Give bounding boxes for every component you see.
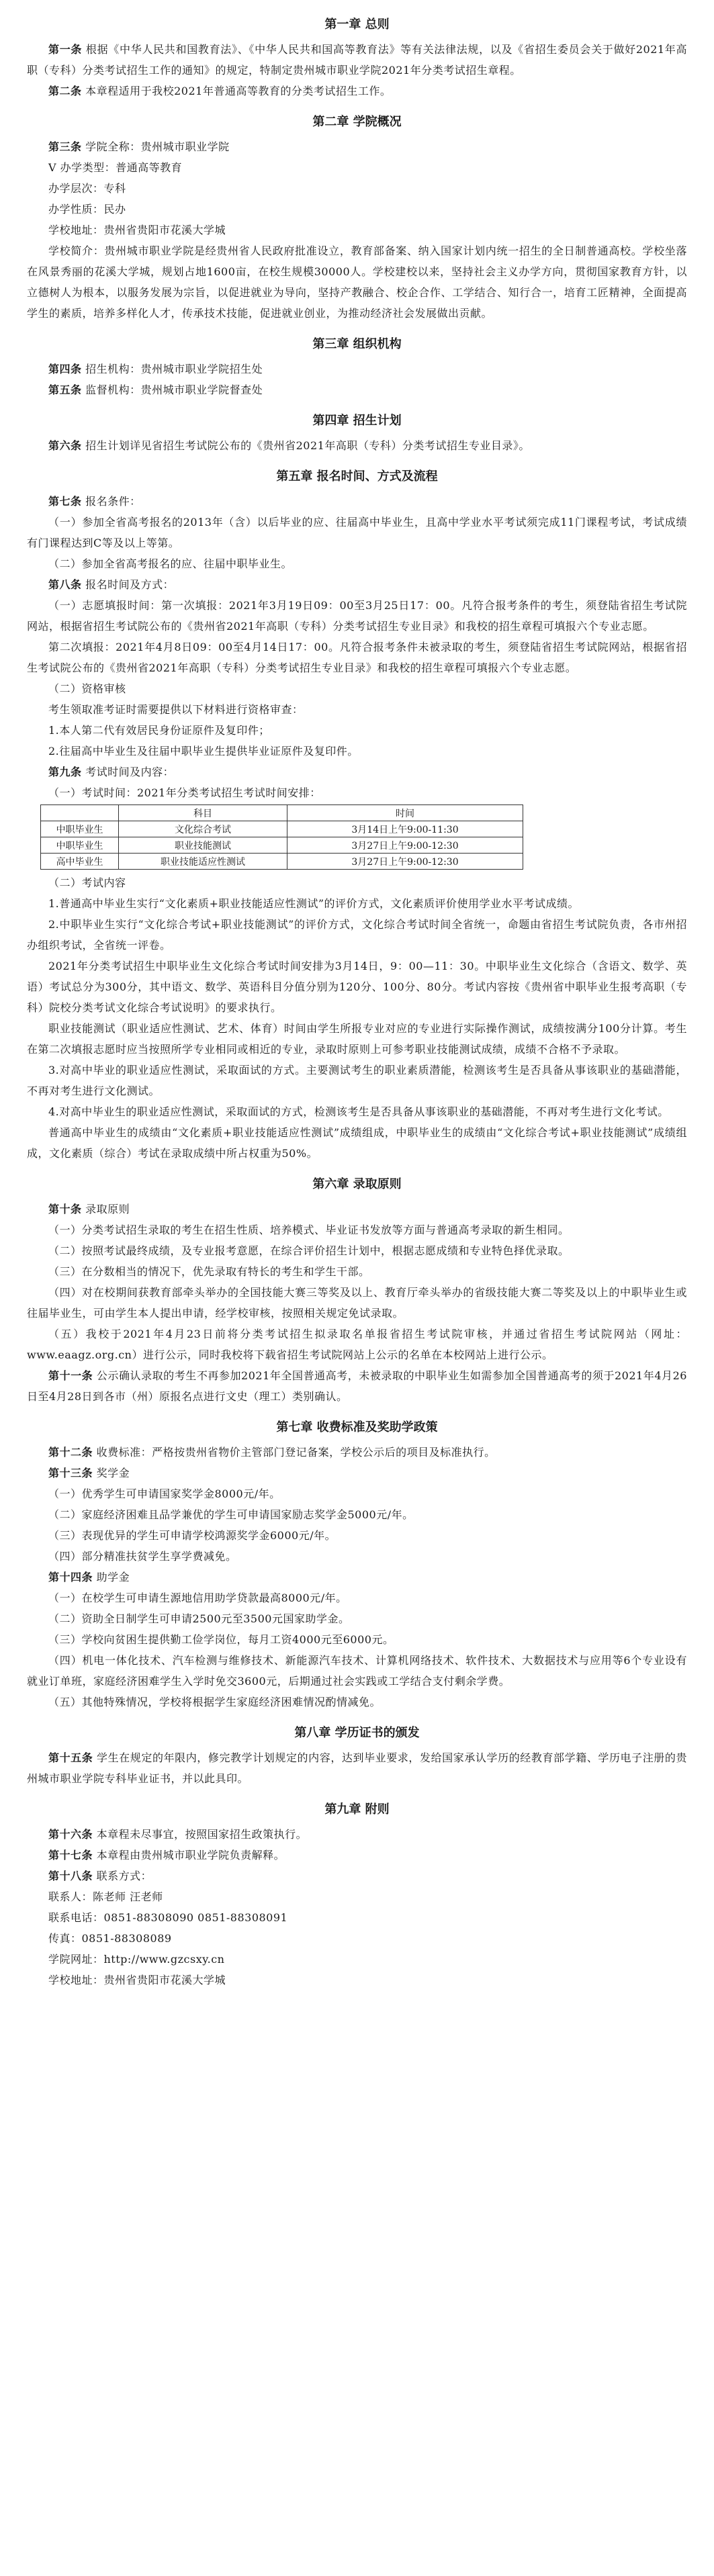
paragraph — [27, 512, 687, 553]
chapter-title: 第五章 报名时间、方式及流程 — [276, 469, 438, 484]
paragraph-text: 普通高中毕业生的成绩由“文化素质+职业技能适应性测试”成绩组成，中职毕业生的成绩由“文化综合考试+职业技能测试”成绩组成，文化素质（综合）考试在录取成绩中所占权重为50%。 — [27, 1126, 687, 1160]
table-cell: 中职毕业生 — [41, 837, 119, 854]
paragraph-text: （三）学校向贫困生提供勤工俭学岗位，每月工资4000元至6000元。 — [48, 1633, 394, 1646]
paragraph — [27, 1546, 687, 1567]
paragraph — [27, 157, 687, 178]
paragraph-text: 传真：0851-88308089 — [48, 1932, 172, 1945]
paragraph — [27, 1220, 687, 1240]
paragraph — [27, 1588, 687, 1608]
paragraph-text: （二）参加全省高考报名的应、往届中职毕业生。 — [48, 557, 293, 570]
paragraph — [27, 1692, 687, 1712]
paragraph — [27, 1650, 687, 1692]
paragraph — [27, 1525, 687, 1546]
paragraph-text: 联系电话：0851-88308090 0851-88308091 — [48, 1911, 288, 1924]
paragraph — [27, 720, 687, 741]
paragraph — [27, 240, 687, 324]
paragraph-text: 考试时间及内容： — [81, 766, 175, 778]
paragraph-text: 学院全称：贵州城市职业学院 — [81, 140, 230, 153]
paragraph — [27, 637, 687, 678]
paragraph-text: 联系人：陈老师 汪老师 — [48, 1890, 163, 1903]
paragraph-text: 监督机构：贵州城市职业学院督查处 — [81, 383, 263, 396]
paragraph — [27, 1060, 687, 1101]
paragraph — [27, 1970, 687, 1990]
paragraph-text: 根据《中华人民共和国教育法》、《中华人民共和国高等教育法》等有关法律法规，以及《省招生委员会关于做好2021年高职（专科）分类考试招生工作的通知》的规定，特制定贵州城市职业学院2021年分类考试招生章程。 — [27, 43, 687, 77]
paragraph-text: 学校地址：贵州省贵阳市花溪大学城 — [48, 1974, 226, 1986]
paragraph — [27, 893, 687, 914]
table-cell: 职业技能测试 — [119, 837, 287, 854]
document-part-before-table — [27, 15, 687, 803]
table-cell: 3月27日上午9:00-12:30 — [287, 854, 523, 870]
paragraph — [27, 553, 687, 574]
paragraph-text: 2.往届高中毕业生及往届中职毕业生提供毕业证原件及复印件。 — [48, 745, 359, 757]
document-part-after-table — [27, 872, 687, 1990]
paragraph-text: 报名条件： — [81, 495, 141, 508]
article-number: 第十四条 — [48, 1571, 93, 1583]
paragraph — [27, 956, 687, 1018]
paragraph — [27, 81, 687, 101]
article-number: 第二条 — [48, 85, 82, 97]
paragraph — [27, 914, 687, 956]
paragraph-text: 学校简介：贵州城市职业学院是经贵州省人民政府批准设立，教育部备案、纳入国家计划内统一招生的全日制普通高校。学校坐落在风景秀丽的花溪大学城，规划占地1600亩，在校生规模30000人。学校建校以来，坚持社会主义办学方向，贯彻国家教育方针，以立德树人为根本，以服务发展为宗旨，以促进就业为导向，坚持产教融合、校企合作、工学结合、知行合一，培育工匠精神，全面提高学生的素质，培养多样化人才，传承技术技能，促进就业创业，为推动经济社会发展做出贡献。 — [27, 244, 687, 320]
paragraph — [27, 1018, 687, 1060]
paragraph-text: 职业技能测试（职业适应性测试、艺术、体育）时间由学生所报专业对应的专业进行实际操作测试，成绩按满分100分计算。考生在第二次填报志愿时应当按照所学专业相同或相近的专业，录取时原则上可参考职业技能测试成绩，成绩不合格不予录取。 — [27, 1022, 687, 1056]
paragraph — [27, 782, 687, 803]
paragraph-text: 奖学金 — [93, 1467, 130, 1479]
paragraph-text: 本章程未尽事宜，按照国家招生政策执行。 — [93, 1828, 308, 1841]
paragraph — [27, 595, 687, 637]
paragraph — [27, 39, 687, 81]
paragraph-text: 公示确认录取的考生不再参加2021年全国普通高考，未被录取的中职毕业生如需参加全国普通高考的须于2021年4月26日至4月28日到各市（州）原报名点进行文史（理工）类别确认。 — [27, 1369, 687, 1403]
table-cell: 文化综合考试 — [119, 821, 287, 837]
paragraph-text: 招生机构：贵州城市职业学院招生处 — [81, 363, 263, 375]
table-cell: 3月14日上午9:00-11:30 — [287, 821, 523, 837]
paragraph — [27, 1483, 687, 1504]
table-row — [41, 821, 523, 837]
paragraph — [27, 359, 687, 379]
paragraph-text: 招生计划详见省招生考试院公布的《贵州省2021年高职（专科）分类考试招生专业目录》。 — [81, 439, 530, 452]
paragraph — [27, 1567, 687, 1588]
paragraph-text: 考生领取准考证时需要提供以下材料进行资格审查： — [48, 703, 304, 716]
exam-schedule-table — [40, 804, 523, 870]
paragraph-text: （一）参加全省高考报名的2013年（含）以后毕业的应、往届高中毕业生，且高中学业水平考试须完成11门课程考试，考试成绩有门课程达到C等及以上等第。 — [27, 516, 687, 549]
paragraph-text: （三）表现优异的学生可申请学校鸿源奖学金6000元/年。 — [48, 1529, 337, 1542]
paragraph — [27, 1949, 687, 1970]
article-number: 第十五条 — [48, 1751, 93, 1764]
paragraph-text: （二）家庭经济困难且品学兼优的学生可申请国家励志奖学金5000元/年。 — [48, 1508, 414, 1521]
paragraph — [27, 1324, 687, 1365]
paragraph-text: 报名时间及方式： — [81, 578, 175, 591]
paragraph-text: （二）资格审核 — [48, 682, 126, 695]
paragraph-text: （二）考试内容 — [48, 876, 126, 889]
paragraph-text: （五）我校于2021年4月23日前将分类考试招生拟录取名单报省招生考试院审核，并通过省招生考试院网站（网址：www.eaagz.org.cn）进行公示，同时我校将下载省招生考试院网站上公示的名单在本校网站上进行公示。 — [27, 1328, 687, 1361]
article-number: 第七条 — [48, 495, 82, 508]
table-cell: 中职毕业生 — [41, 821, 119, 837]
paragraph-text: 4.对高中毕业生的职业适应性测试，采取面试的方式，检测该考生是否具备从事该职业的基础潜能，不再对考生进行文化考试。 — [48, 1105, 669, 1118]
paragraph — [27, 1845, 687, 1866]
paragraph — [27, 1199, 687, 1220]
paragraph — [27, 1608, 687, 1629]
paragraph-text: 学院网址：http://www.gzcsxy.cn — [48, 1953, 225, 1966]
table-cell: 3月27日上午9:00-12:30 — [287, 837, 523, 854]
paragraph-text: （二）按照考试最终成绩，及专业报考意愿，在综合评价招生计划中，根据志愿成绩和专业特色择优录取。 — [48, 1244, 570, 1257]
article-number: 第一条 — [48, 43, 83, 56]
chapter-title: 第一章 总则 — [324, 17, 390, 32]
paragraph-text: 助学金 — [93, 1571, 130, 1583]
paragraph-text: （一）分类考试招生录取的考生在招生性质、培养模式、毕业证书发放等方面与普通高考录取的新生相同。 — [48, 1224, 570, 1236]
table-row — [41, 837, 523, 854]
table-header-cell: 科目 — [119, 805, 287, 821]
table-header-row — [41, 805, 523, 821]
paragraph — [27, 699, 687, 720]
paragraph-text: （三）在分数相当的情况下，优先录取有特长的考生和学生干部。 — [48, 1265, 370, 1278]
paragraph-text: 1.普通高中毕业生实行“文化素质+职业技能适应性测试”的评价方式，文化素质评价使用学业水平考试成绩。 — [48, 897, 580, 910]
paragraph-text: （四）机电一体化技术、汽车检测与维修技术、新能源汽车技术、计算机网络技术、软件技术、大数据技术与应用等6个专业设有就业订单班，家庭经济困难学生入学时免交3600元，后期通过社会实践或工学结合支付剩余学费。 — [27, 1654, 687, 1688]
paragraph-text: 本章程由贵州城市职业学院负责解释。 — [93, 1849, 285, 1861]
paragraph-text: 3.对高中毕业的职业适应性测试，采取面试的方式。主要测试考生的职业素质潜能，检测该考生是否具备从事该职业的基础潜能，不再对考生进行文化测试。 — [27, 1064, 687, 1097]
paragraph-text: （四）部分精准扶贫学生享学费减免。 — [48, 1550, 237, 1563]
article-number: 第十条 — [48, 1203, 82, 1215]
paragraph-text: 联系方式： — [93, 1870, 152, 1882]
paragraph — [27, 1629, 687, 1650]
article-number: 第八条 — [48, 578, 82, 591]
article-number: 第五条 — [48, 383, 82, 396]
paragraph — [27, 574, 687, 595]
paragraph — [27, 1365, 687, 1407]
paragraph — [27, 1886, 687, 1907]
paragraph-text: 收费标准：严格按贵州省物价主管部门登记备案，学校公示后的项目及标准执行。 — [93, 1446, 496, 1459]
paragraph — [27, 220, 687, 240]
paragraph — [27, 491, 687, 512]
paragraph-text: （一）考试时间：2021年分类考试招生考试时间安排： — [48, 786, 321, 799]
paragraph-text: 1.本人第二代有效居民身份证原件及复印件； — [48, 724, 270, 737]
table-header-cell: 时间 — [287, 805, 523, 821]
paragraph — [27, 741, 687, 762]
article-number: 第十三条 — [48, 1467, 93, 1479]
article-number: 第九条 — [48, 766, 82, 778]
paragraph-text: 2021年分类考试招生中职毕业生文化综合考试时间安排为3月14日，9：00—11：30。中职毕业生文化综合（含语文、数学、英语）考试总分为300分，其中语文、数学、英语科目分值分别为120分、100分、80分。考试内容按《贵州省中职毕业生报考高职（专科）院校分类考试文化综合考试说明》的要求执行。 — [27, 960, 687, 1014]
paragraph-text: （一）在校学生可申请生源地信用助学贷款最高8000元/年。 — [48, 1592, 347, 1604]
chapter-title: 第四章 招生计划 — [312, 414, 402, 428]
chapter-title: 第八章 学历证书的颁发 — [294, 1726, 420, 1740]
paragraph — [27, 1928, 687, 1949]
paragraph — [27, 762, 687, 782]
article-number: 第十八条 — [48, 1870, 93, 1882]
paragraph-text: 学生在规定的年限内，修完教学计划规定的内容，达到毕业要求，发给国家承认学历的经教育部学籍、学历电子注册的贵州城市职业学院专科毕业证书，并以此具印。 — [27, 1751, 687, 1785]
table-header-cell — [41, 805, 119, 821]
paragraph — [27, 1261, 687, 1282]
article-number: 第十一条 — [48, 1369, 93, 1382]
paragraph-text: （一）志愿填报时间：第一次填报：2021年3月19日09：00至3月25日17：00。凡符合报考条件的考生，须登陆省招生考试院网站，根据省招生考试院公布的《贵州省2021年高职（专科）分类考试招生专业目录》和我校的招生章程可填报六个专业志愿。 — [27, 599, 687, 633]
chapter-title: 第三章 组织机构 — [312, 337, 402, 351]
paragraph-text: 第二次填报：2021年4月8日09：00至4月14日17：00。凡符合报考条件未被录取的考生，须登陆省招生考试院网站，根据省招生考试院公布的《贵州省2021年高职（专科）分类考试招生专业目录》和我校的招生章程可填报六个专业志愿。 — [27, 641, 687, 674]
chapter-title: 第六章 录取原则 — [312, 1177, 402, 1191]
paragraph-text: V 办学类型：普通高等教育 — [48, 161, 183, 174]
paragraph — [27, 1824, 687, 1845]
paragraph-text: （一）优秀学生可申请国家奖学金8000元/年。 — [48, 1487, 281, 1500]
article-number: 第六条 — [48, 439, 82, 452]
paragraph — [27, 1866, 687, 1886]
chapter-title: 第七章 收费标准及奖助学政策 — [276, 1420, 438, 1434]
paragraph — [27, 1122, 687, 1164]
paragraph — [27, 178, 687, 199]
article-number: 第四条 — [48, 363, 82, 375]
paragraph-text: 录取原则 — [81, 1203, 130, 1215]
paragraph — [27, 199, 687, 220]
paragraph-text: （二）资助全日制学生可申请2500元至3500元国家助学金。 — [48, 1612, 350, 1625]
chapter-title: 第九章 附则 — [324, 1802, 390, 1816]
article-number: 第十六条 — [48, 1828, 93, 1841]
paragraph-text: 办学层次：专科 — [48, 182, 126, 195]
paragraph — [27, 1907, 687, 1928]
paragraph — [27, 1463, 687, 1483]
paragraph — [27, 1282, 687, 1324]
paragraph — [27, 379, 687, 400]
paragraph — [27, 1101, 687, 1122]
table-cell: 职业技能适应性测试 — [119, 854, 287, 870]
paragraph-text: 本章程适用于我校2021年普通高等教育的分类考试招生工作。 — [81, 85, 392, 97]
paragraph — [27, 136, 687, 157]
paragraph — [27, 435, 687, 456]
paragraph — [27, 1504, 687, 1525]
chapter-title: 第二章 学院概况 — [312, 115, 402, 129]
table-cell: 高中毕业生 — [41, 854, 119, 870]
paragraph — [27, 678, 687, 699]
paragraph-text: （五）其他特殊情况，学校将根据学生家庭经济困难情况酌情减免。 — [48, 1696, 382, 1708]
paragraph — [27, 1747, 687, 1789]
paragraph-text: 学校地址：贵州省贵阳市花溪大学城 — [48, 224, 226, 236]
paragraph-text: （四）对在校期间获教育部牵头举办的全国技能大赛三等奖及以上、教育厅牵头举办的省级技能大赛二等奖及以上的中职毕业生或往届毕业生，可由学生本人提出申请，经学校审核，按照相关规定免试录取。 — [27, 1286, 687, 1320]
article-number: 第十七条 — [48, 1849, 93, 1861]
article-number: 第三条 — [48, 140, 82, 153]
article-number: 第十二条 — [48, 1446, 93, 1459]
paragraph — [27, 872, 687, 893]
paragraph — [27, 1442, 687, 1463]
paragraph-text: 办学性质：民办 — [48, 203, 126, 216]
table-row — [41, 854, 523, 870]
paragraph-text: 2.中职毕业生实行“文化综合考试+职业技能测试”的评价方式，文化综合考试时间全省统一，命题由省招生考试院负责，各市州招办组织考试，全省统一评卷。 — [27, 918, 687, 952]
paragraph — [27, 1240, 687, 1261]
